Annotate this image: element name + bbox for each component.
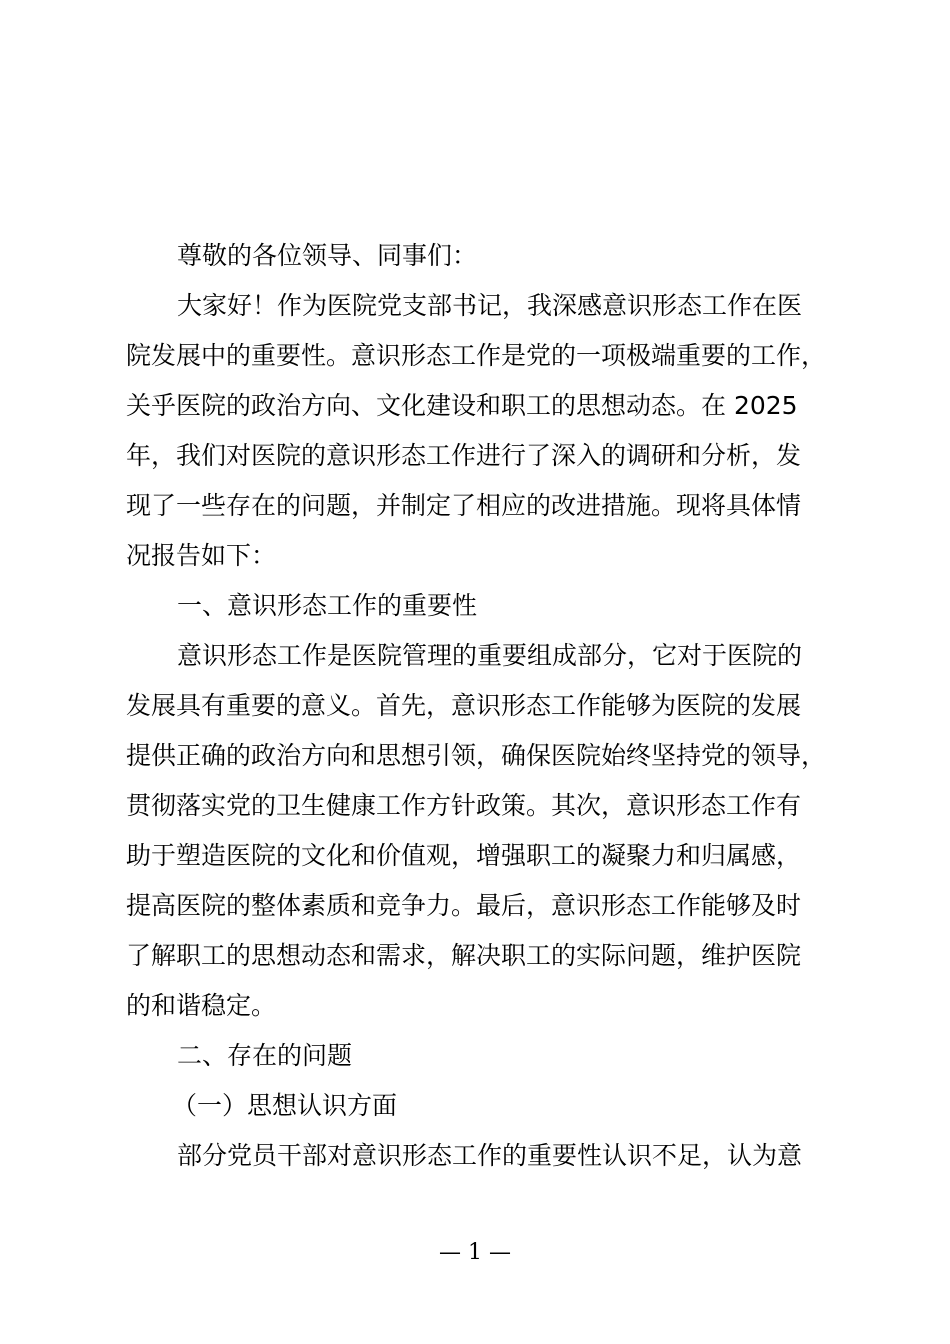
text-line: 现了一些存在的问题，并制定了相应的改进措施。现将具体情 xyxy=(126,491,802,520)
text-line: 助于塑造医院的文化和价值观，增强职工的凝聚力和归属感， xyxy=(126,841,802,870)
subsection-heading: （一）思想认识方面 xyxy=(172,1091,398,1120)
text-line: 了解职工的思想动态和需求，解决职工的实际问题，维护医院 xyxy=(126,941,802,970)
text-line: 贯彻落实党的卫生健康工作方针政策。其次，意识形态工作有 xyxy=(126,791,802,820)
text-line: 部分党员干部对意识形态工作的重要性认识不足，认为意 xyxy=(177,1141,803,1170)
section-heading-1: 一、意识形态工作的重要性 xyxy=(177,591,478,620)
text-line: 况报告如下： xyxy=(126,541,277,570)
page-number: — 1 — xyxy=(439,1240,511,1265)
text-line: 大家好！作为医院党支部书记，我深感意识形态工作在医 xyxy=(177,291,803,320)
text-line: 年，我们对医院的意识形态工作进行了深入的调研和分析，发 xyxy=(126,441,802,470)
text-line: 提供正确的政治方向和思想引领，确保医院始终坚持党的领导， xyxy=(126,741,827,770)
text-line: 院发展中的重要性。意识形态工作是党的一项极端重要的工作， xyxy=(126,341,827,370)
section-heading-2: 二、存在的问题 xyxy=(177,1041,353,1070)
text-line: 意识形态工作是医院管理的重要组成部分，它对于医院的 xyxy=(177,641,803,670)
text-line: 提高医院的整体素质和竞争力。最后，意识形态工作能够及时 xyxy=(126,891,802,920)
text-line: 的和谐稳定。 xyxy=(126,991,277,1020)
salutation: 尊敬的各位领导、同事们： xyxy=(177,241,478,270)
text-line: 发展具有重要的意义。首先，意识形态工作能够为医院的发展 xyxy=(126,691,802,720)
text-line: 关乎医院的政治方向、文化建设和职工的思想动态。在 2025 xyxy=(126,391,798,420)
